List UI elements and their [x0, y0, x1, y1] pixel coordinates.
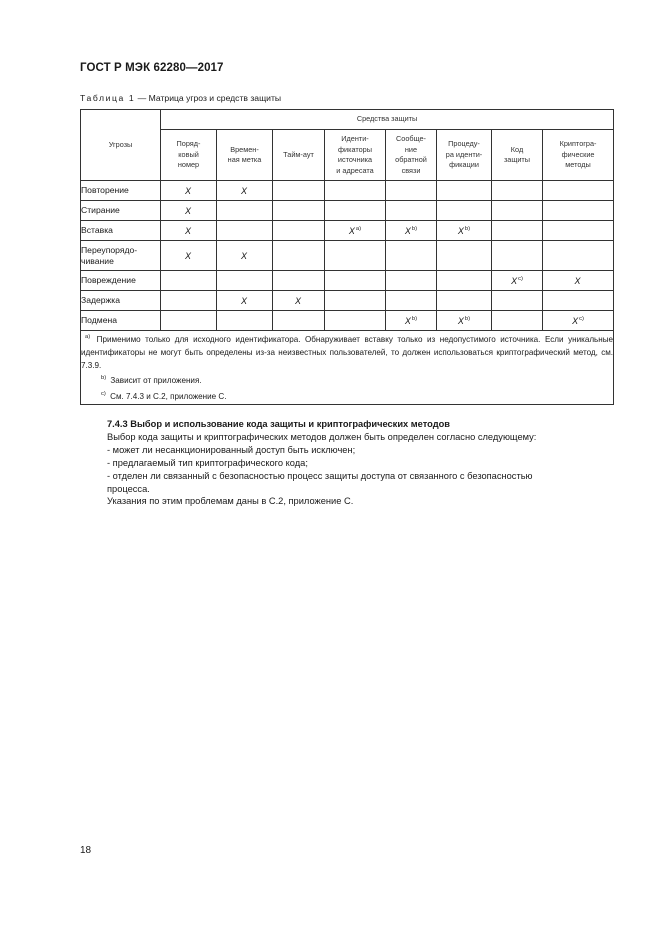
list-item: - предлагаемый тип криптографического кода; [107, 457, 308, 468]
document-header: ГОСТ Р МЭК 62280—2017 [80, 62, 224, 74]
column-header-line: Поряд- [176, 139, 201, 149]
mark-symbol: X [404, 315, 411, 326]
mark-cell [217, 271, 273, 291]
column-header-line: ная метка [227, 155, 262, 164]
mark-cell [217, 181, 273, 201]
mark-cell [161, 291, 217, 311]
mark-cell [161, 201, 217, 221]
section-paragraph: Выбор кода защиты и криптографических методов должен быть определен согласно следующему: [107, 431, 537, 442]
mark-footnote: a) [355, 225, 362, 232]
column-header [543, 130, 614, 181]
mark-symbol: X [240, 185, 247, 196]
column-header-line: номер [177, 160, 200, 170]
mark-cell [437, 201, 492, 221]
mark-cell [437, 221, 492, 241]
threat-label: Вставка [81, 225, 113, 236]
mark-symbol: X [184, 250, 191, 261]
mark-cell [386, 311, 437, 331]
mark-cell [217, 221, 273, 241]
column-header [437, 130, 492, 181]
mark-cell [543, 181, 614, 201]
threat-label: чивание [81, 255, 114, 266]
mark-cell [492, 201, 543, 221]
column-header-line: Криптогра- [559, 139, 597, 149]
threat-label: Переупорядо- [81, 245, 138, 255]
mark-cell [437, 311, 492, 331]
mark-cell [217, 201, 273, 221]
column-header-line: Код [510, 144, 524, 154]
table-row [81, 271, 614, 291]
mark-footnote: c) [518, 275, 523, 282]
mark-cell [325, 201, 386, 221]
mark-cell [273, 241, 325, 271]
column-header-line: обратной [395, 155, 427, 164]
page-number: 18 [80, 845, 92, 856]
mark-cell [386, 181, 437, 201]
mark-cell [492, 241, 543, 271]
mark-cell [386, 241, 437, 271]
mark-cell [437, 241, 492, 271]
mark-symbol: X [348, 225, 355, 236]
column-header [325, 130, 386, 181]
mark-cell [543, 241, 614, 271]
column-header [492, 130, 543, 181]
column-header-line: фикации [449, 160, 479, 170]
mark-cell [273, 221, 325, 241]
mark-cell [492, 181, 543, 201]
threat-label: Задержка [81, 295, 121, 306]
section-7-4-3 [107, 418, 618, 508]
threat-cell [81, 311, 161, 331]
column-header-line: ние [404, 144, 418, 154]
column-header-line: ра иденти- [445, 149, 483, 159]
mark-footnote: b) [464, 225, 471, 232]
mark-footnote: b) [411, 315, 418, 322]
mark-cell [325, 271, 386, 291]
column-header-line: ковый [178, 149, 199, 159]
threat-cell [81, 241, 161, 271]
protection-group-header: Средства защиты [161, 110, 614, 130]
threat-matrix-table [80, 109, 614, 405]
mark-symbol: X [457, 315, 464, 326]
mark-cell [492, 311, 543, 331]
column-header-row [81, 130, 614, 181]
mark-footnote: c) [579, 315, 584, 322]
column-header-line: Тайм-аут [283, 149, 314, 159]
table-title: — Матрица угроз и средств защиты [135, 93, 282, 103]
column-header-line: связи [401, 165, 421, 175]
mark-cell [217, 311, 273, 331]
column-header-line: методы [565, 160, 591, 170]
mark-cell [325, 241, 386, 271]
column-header-line: и адресата [336, 165, 374, 175]
mark-cell [325, 291, 386, 311]
mark-cell [543, 311, 614, 331]
threats-header: Угрозы [81, 110, 161, 181]
table-row [81, 291, 614, 311]
mark-symbol: X [240, 295, 247, 306]
note-a: $^{a)}$ Применимо только для исходного идентификатора. Обнаруживает вставку только из недопустимого источника. Если уникальные идентификаторы не могут быть определены из-за неизвестных пользователей, то должен использоваться криптографический метод, см. 7.3.9. [81, 334, 614, 370]
mark-footnote: b) [464, 315, 471, 322]
mark-cell [386, 201, 437, 221]
column-header-line: фикаторы [338, 144, 372, 154]
mark-cell [325, 181, 386, 201]
table-row [81, 181, 614, 201]
table-row [81, 221, 614, 241]
mark-cell [386, 221, 437, 241]
table-row [81, 241, 614, 271]
column-header [161, 130, 217, 181]
mark-cell [437, 291, 492, 311]
list-item: - отделен ли связанный с безопасностью процесс защиты доступа от связанного с безопасностью [107, 470, 533, 481]
mark-symbol: X [184, 205, 191, 216]
table-caption [80, 93, 281, 103]
mark-cell [386, 271, 437, 291]
mark-cell [161, 181, 217, 201]
column-header-line: Иденти- [341, 134, 369, 143]
mark-cell [273, 271, 325, 291]
mark-cell [161, 271, 217, 291]
mark-symbol: X [404, 225, 411, 236]
list-item: - может ли несанкционированный доступ быть исключен; [107, 444, 356, 455]
mark-cell [543, 291, 614, 311]
threat-label: Повреждение [81, 275, 136, 286]
mark-cell [273, 181, 325, 201]
mark-cell [492, 271, 543, 291]
mark-cell [273, 201, 325, 221]
column-header [273, 130, 325, 181]
mark-cell [492, 291, 543, 311]
mark-cell [386, 291, 437, 311]
column-header-line: источника [337, 155, 373, 164]
mark-symbol: X [457, 225, 464, 236]
column-header [217, 130, 273, 181]
column-header-line: Времен- [230, 144, 259, 154]
mark-symbol: X [184, 185, 191, 196]
column-header-line: Сообще- [396, 134, 426, 143]
column-header-line: фические [561, 149, 595, 159]
column-header-line: защиты [503, 155, 531, 164]
mark-cell [217, 291, 273, 311]
threat-cell [81, 291, 161, 311]
mark-symbol: X [184, 225, 191, 236]
threat-label: Стирание [81, 205, 120, 216]
mark-cell [161, 241, 217, 271]
mark-symbol: X [572, 315, 579, 326]
threat-cell [81, 181, 161, 201]
mark-symbol: X [294, 295, 301, 306]
column-header-line: Процеду- [448, 139, 480, 149]
mark-footnote: b) [411, 225, 418, 232]
note-b: $^{b)}$ Зависит от приложения. [101, 375, 202, 386]
note-c: $^{c)}$ См. 7.4.3 и С.2, приложение С. [101, 391, 227, 402]
mark-cell [325, 311, 386, 331]
mark-cell [217, 241, 273, 271]
matrix-body [81, 181, 614, 331]
table-row [81, 201, 614, 221]
mark-cell [437, 181, 492, 201]
threat-cell [81, 201, 161, 221]
mark-symbol: X [574, 275, 581, 286]
mark-cell [437, 271, 492, 291]
column-header [386, 130, 437, 181]
table-number: Таблица 1 [80, 93, 136, 103]
mark-symbol: X [240, 250, 247, 261]
section-paragraph: Указания по этим проблемам даны в С.2, приложение С. [107, 496, 354, 507]
mark-symbol: X [511, 275, 518, 286]
section-heading: 7.4.3 Выбор и использование кода защиты и криптографических методов [107, 419, 451, 429]
table-row [81, 311, 614, 331]
mark-cell [543, 271, 614, 291]
threat-label: Подмена [81, 315, 117, 326]
mark-cell [492, 221, 543, 241]
mark-cell [543, 221, 614, 241]
threat-cell [81, 221, 161, 241]
list-item-continuation: процесса. [107, 483, 150, 494]
mark-cell [543, 201, 614, 221]
mark-cell [273, 311, 325, 331]
threat-cell [81, 271, 161, 291]
table-notes [81, 331, 614, 405]
threat-label: Повторение [81, 185, 129, 196]
mark-cell [161, 221, 217, 241]
mark-cell [325, 221, 386, 241]
mark-cell [273, 291, 325, 311]
mark-cell [161, 311, 217, 331]
